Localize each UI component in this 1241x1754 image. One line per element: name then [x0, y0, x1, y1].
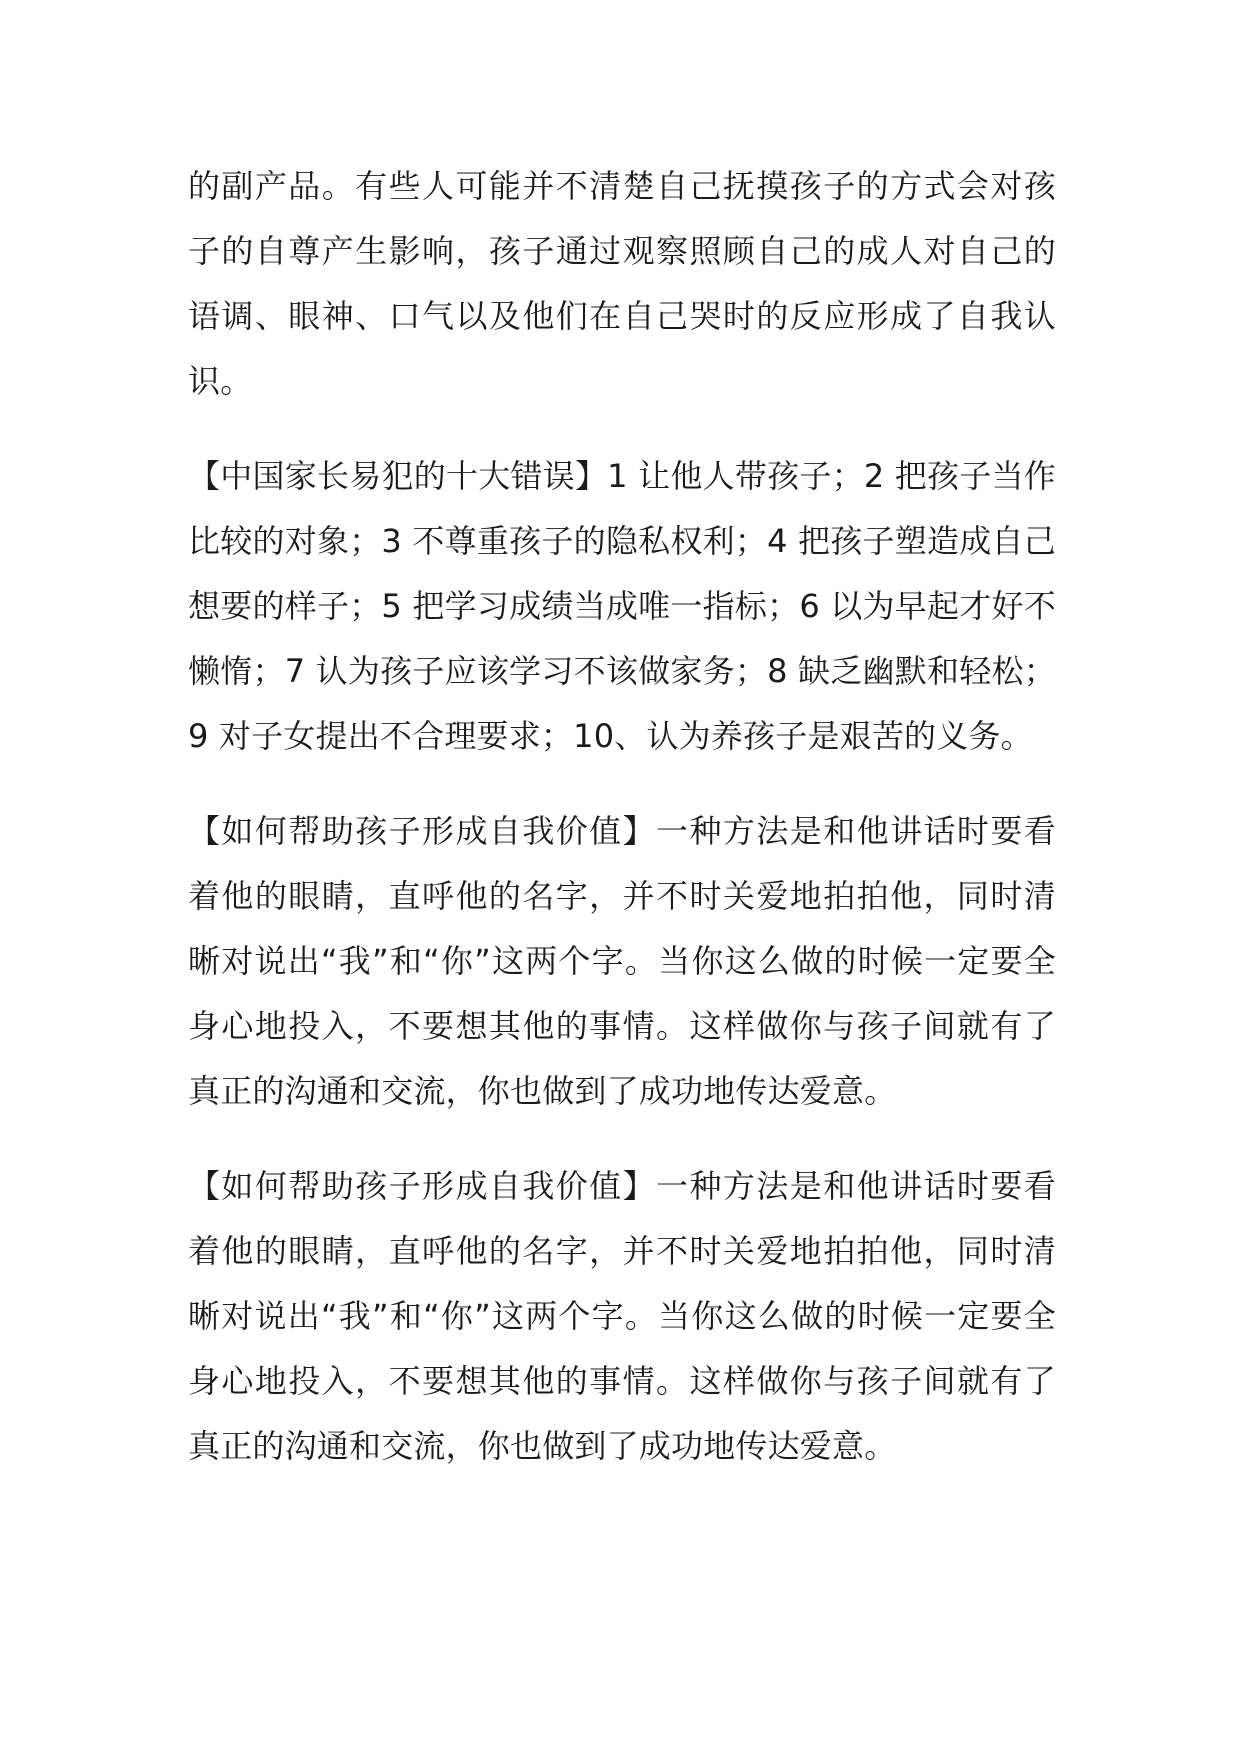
document-body [188, 154, 1056, 1509]
paragraph-self-worth-2: 【如何帮助孩子形成自我价值】一种方法是和他讲话时要看着他的眼睛，直呼他的名字，并不时关爱地拍拍他，同时清晰对说出“我”和“你”这两个字。当你这么做的时候一定要全身心地投入，不要想其他的事情。这样做你与孩子间就有了真正的沟通和交流，你也做到了成功地传达爱意。 [188, 1167, 1056, 1465]
paragraph-self-esteem-intro: 的副产品。有些人可能并不清楚自己抚摸孩子的方式会对孩子的自尊产生影响，孩子通过观察照顾自己的成人对自己的语调、眼神、口气以及他们在自己哭时的反应形成了自我认识。 [188, 167, 1056, 400]
paragraph-self-worth-1: 【如何帮助孩子形成自我价值】一种方法是和他讲话时要看着他的眼睛，直呼他的名字，并不时关爱地拍拍他，同时清晰对说出“我”和“你”这两个字。当你这么做的时候一定要全身心地投入，不要想其他的事情。这样做你与孩子间就有了真正的沟通和交流，你也做到了成功地传达爱意。 [188, 812, 1056, 1110]
paragraph-ten-mistakes: 【中国家长易犯的十大错误】1 让他人带孩子；2 把孩子当作比较的对象；3 不尊重孩子的隐私权利；4 把孩子塑造成自己想要的样子；5 把学习成绩当成唯一指标；6 以为早起才好不懒惰；7 认为孩子应该学习不该做家务；8 缺乏幽默和轻松；9 对子女提出不合理要求；10、认为养孩子是艰苦的义务。 [188, 457, 1056, 755]
